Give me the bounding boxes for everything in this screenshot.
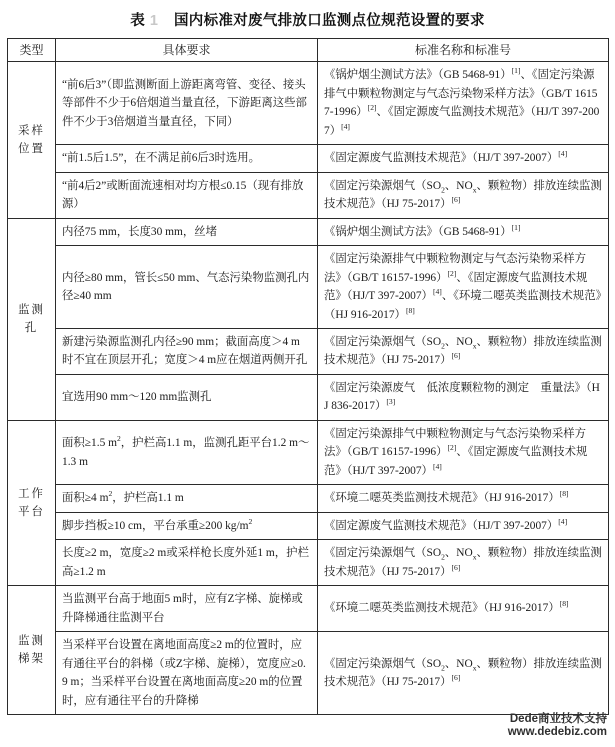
table-header-row xyxy=(8,39,609,62)
table-row xyxy=(8,172,609,218)
table-row xyxy=(8,540,609,586)
table-row xyxy=(8,632,609,715)
column-header-type: 类型 xyxy=(8,39,56,62)
category-cell: 监测梯架 xyxy=(8,586,56,715)
requirement-cell: 当采样平台设置在离地面高度≥2 m的位置时，应有通往平台的斜梯（或Z字梯、旋梯），宽度应≥0.9 m；当采样平台设置在离地面高度≥20 m的位置时，应有通往平台的升降梯 xyxy=(56,632,318,715)
table-row xyxy=(8,218,609,245)
table-number: 1 xyxy=(149,13,159,29)
requirement-cell: 长度≥2 m，宽度≥2 m或采样枪长度外延1 m，护栏高≥1.2 m xyxy=(56,540,318,586)
table-row xyxy=(8,420,609,484)
category-cell: 监测孔 xyxy=(8,218,56,420)
standard-cell: 《固定污染源烟气（$SO_2$、$NO_x$、颗粒物）排放连续监测技术规范》（HJ 75-2017）[6] xyxy=(318,172,609,218)
table-row xyxy=(8,512,609,539)
requirement-cell: 内径75 mm，长度30 mm，丝堵 xyxy=(56,218,318,245)
table-row xyxy=(8,62,609,145)
standard-cell: 《固定污染源烟气（$SO_2$、$NO_x$、颗粒物）排放连续监测技术规范》（HJ 75-2017）[6] xyxy=(318,540,609,586)
standard-cell: 《锅炉烟尘测试方法》（GB 5468-91）[1] xyxy=(318,218,609,245)
table-row xyxy=(8,246,609,329)
category-cell: 采样位置 xyxy=(8,62,56,218)
table-row xyxy=(8,586,609,632)
standard-cell: 《环境二噁英类监测技术规范》（HJ 916-2017）[8] xyxy=(318,586,609,632)
standard-cell: 《固定源废气监测技术规范》（HJ/T 397-2007）[4] xyxy=(318,145,609,172)
requirement-cell: 新建污染源监测孔内径≥90 mm；截面高度＞4 m时不宜在顶层开孔；宽度＞4 m应在烟道两侧开孔 xyxy=(56,329,318,375)
category-cell: 工作平台 xyxy=(8,420,56,585)
requirement-cell: 面积≥1.5 $m^2$，护栏高1.1 m，监测孔距平台1.2 m～1.3 m xyxy=(56,420,318,484)
column-header-requirement: 具体要求 xyxy=(56,39,318,62)
table-row xyxy=(8,145,609,172)
watermark xyxy=(508,713,607,739)
column-header-standard: 标准名称和标准号 xyxy=(318,39,609,62)
requirement-cell: 当监测平台高于地面5 m时，应有Z字梯、旋梯或升降梯通往监测平台 xyxy=(56,586,318,632)
page-title xyxy=(0,0,615,38)
standard-cell: 《固定污染源烟气（$SO_2$、$NO_x$、颗粒物）排放连续监测技术规范》（HJ 75-2017）[6] xyxy=(318,329,609,375)
requirement-cell: 脚步挡板≥10 cm，平台承重≥200 $kg/m^2$ xyxy=(56,512,318,539)
requirement-cell: “前1.5后1.5”，在不满足前6后3时选用。 xyxy=(56,145,318,172)
standard-cell: 《固定源废气监测技术规范》（HJ/T 397-2007）[4] xyxy=(318,512,609,539)
requirement-cell: “前6后3”（即监测断面上游距离弯管、变径、接头等部件不少于6倍烟道当量直径，下游距离这些部件不少于3倍烟道当量直径，下同） xyxy=(56,62,318,145)
standard-cell: 《固定污染源排气中颗粒物测定与气态污染物采样方法》（GB/T 16157-1996）[2]、《固定源废气监测技术规范》（HJ/T 397-2007）[4]、《环境二噁英类监测技术规范》（HJ 916-2017）[8] xyxy=(318,246,609,329)
standard-cell: 《固定污染源烟气（$SO_2$、$NO_x$、颗粒物）排放连续监测技术规范》（HJ 75-2017）[6] xyxy=(318,632,609,715)
table-header xyxy=(8,39,609,62)
requirement-cell: 宜选用90 mm～120 mm监测孔 xyxy=(56,374,318,420)
requirement-cell: 面积≥4 $m^2$，护栏高1.1 m xyxy=(56,485,318,512)
standard-cell: 《锅炉烟尘测试方法》（GB 5468-91）[1]、《固定污染源排气中颗粒物测定与气态污染物采样方法》（GB/T 16157-1996）[2]、《固定源废气监测技术规范》（HJ/T 397-2007）[4] xyxy=(318,62,609,145)
standard-cell: 《固定污染源排气中颗粒物测定与气态污染物采样方法》（GB/T 16157-1996）[2]、《固定源废气监测技术规范》（HJ/T 397-2007）[4] xyxy=(318,420,609,484)
table-row xyxy=(8,374,609,420)
standards-table xyxy=(7,38,609,715)
requirement-cell: 内径≥80 mm，管长≤50 mm、气态污染物监测孔内径≥40 mm xyxy=(56,246,318,329)
watermark-line-1: Dede商业技术支持 xyxy=(509,712,607,725)
table-title-text: 国内标准对废气排放口监测点位规范设置的要求 xyxy=(174,13,485,29)
watermark-line-2: www.dedebiz.com xyxy=(507,725,607,738)
table-label: 表 xyxy=(130,13,145,29)
requirement-cell: “前4后2”或断面流速相对均方根≤0.15（现有排放源） xyxy=(56,172,318,218)
standard-cell: 《固定污染源废气 低浓度颗粒物的测定 重量法》（HJ 836-2017）[3] xyxy=(318,374,609,420)
table-body xyxy=(8,62,609,715)
table-row xyxy=(8,329,609,375)
standard-cell: 《环境二噁英类监测技术规范》（HJ 916-2017）[8] xyxy=(318,485,609,512)
table-row xyxy=(8,485,609,512)
